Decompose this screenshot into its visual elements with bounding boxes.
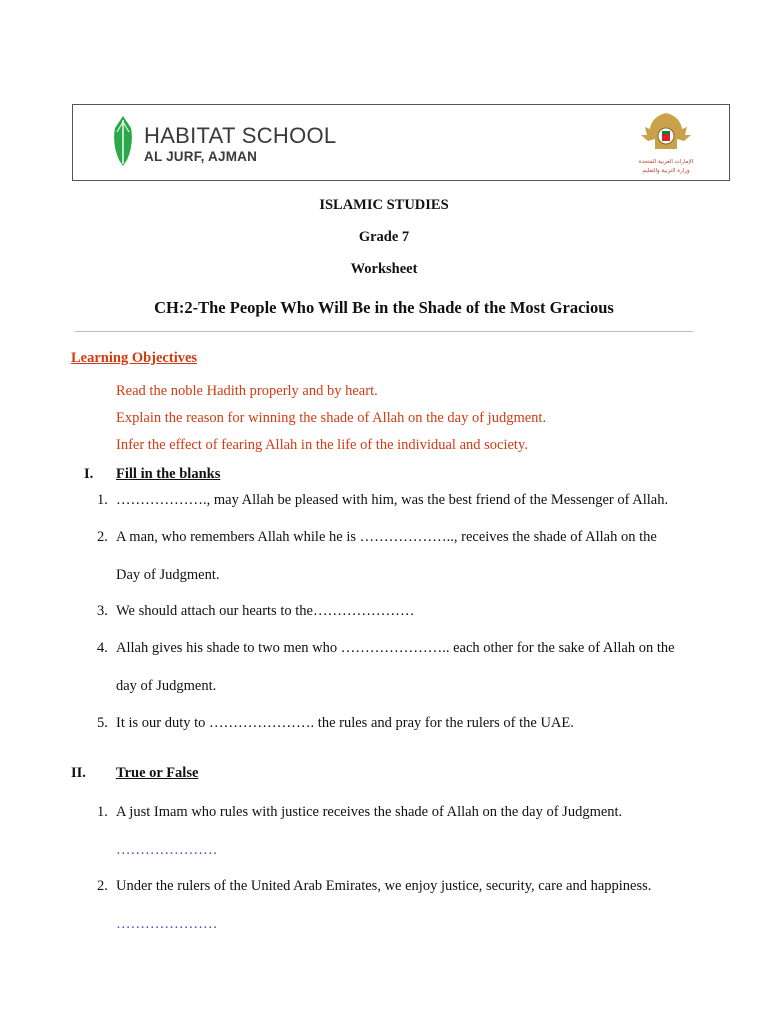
uae-emblem-icon <box>633 109 699 179</box>
objective-item: Read the noble Hadith properly and by heart. <box>116 383 378 399</box>
question-number: 2. <box>97 878 108 894</box>
question-number: 4. <box>97 640 108 656</box>
subject-title: ISLAMIC STUDIES <box>319 197 449 213</box>
chapter-title: CH:2-The People Who Will Be in the Shade of the Most Gracious <box>154 298 614 317</box>
question-number: 1. <box>97 804 108 820</box>
question-text: A just Imam who rules with justice receives the shade of Allah on the day of Judgment. <box>116 804 623 820</box>
question-text: Allah gives his shade to two men who ………………….. each other for the sake of Allah on the <box>116 640 675 656</box>
question-text: Under the rulers of the United Arab Emirates, we enjoy justice, security, care and happiness. <box>116 878 652 894</box>
school-header <box>72 104 730 181</box>
emblem-caption-1: الإمارات العربية المتحدة <box>638 159 694 165</box>
section-title: Fill in the blanks <box>116 466 221 482</box>
question-text-continued: Day of Judgment. <box>116 567 220 583</box>
question-text: ………………., may Allah be pleased with him, was the best friend of the Messenger of Allah. <box>116 492 669 508</box>
answer-blank[interactable]: ………………… <box>116 842 218 858</box>
section-title: True or False <box>116 765 199 781</box>
objective-item: Infer the effect of fearing Allah in the life of the individual and society. <box>116 437 528 453</box>
grade-title: Grade 7 <box>358 229 410 245</box>
section-number: I. <box>84 466 94 482</box>
school-location: AL JURF, AJMAN <box>144 149 258 164</box>
question-text: We should attach our hearts to the………………… <box>116 603 415 619</box>
emblem-caption-2: وزارة التربية والتعليم <box>642 168 690 174</box>
question-text: It is our duty to …………………. the rules and pray for the rulers of the UAE. <box>116 715 574 731</box>
school-logo-leaf-icon <box>111 114 135 168</box>
objective-item: Explain the reason for winning the shade of Allah on the day of judgment. <box>116 410 547 426</box>
section-number: II. <box>71 765 86 781</box>
worksheet-title: Worksheet <box>350 261 418 277</box>
question-number: 5. <box>97 715 108 731</box>
question-text-continued: day of Judgment. <box>116 678 217 694</box>
school-name: HABITAT SCHOOL <box>144 123 337 148</box>
title-divider <box>75 331 693 332</box>
answer-blank[interactable]: ………………… <box>116 916 218 932</box>
objectives-heading: Learning Objectives <box>71 350 198 366</box>
question-text: A man, who remembers Allah while he is ……………….., receives the shade of Allah on the <box>116 529 657 545</box>
question-number: 1. <box>97 492 108 508</box>
question-number: 2. <box>97 529 108 545</box>
question-number: 3. <box>97 603 108 619</box>
